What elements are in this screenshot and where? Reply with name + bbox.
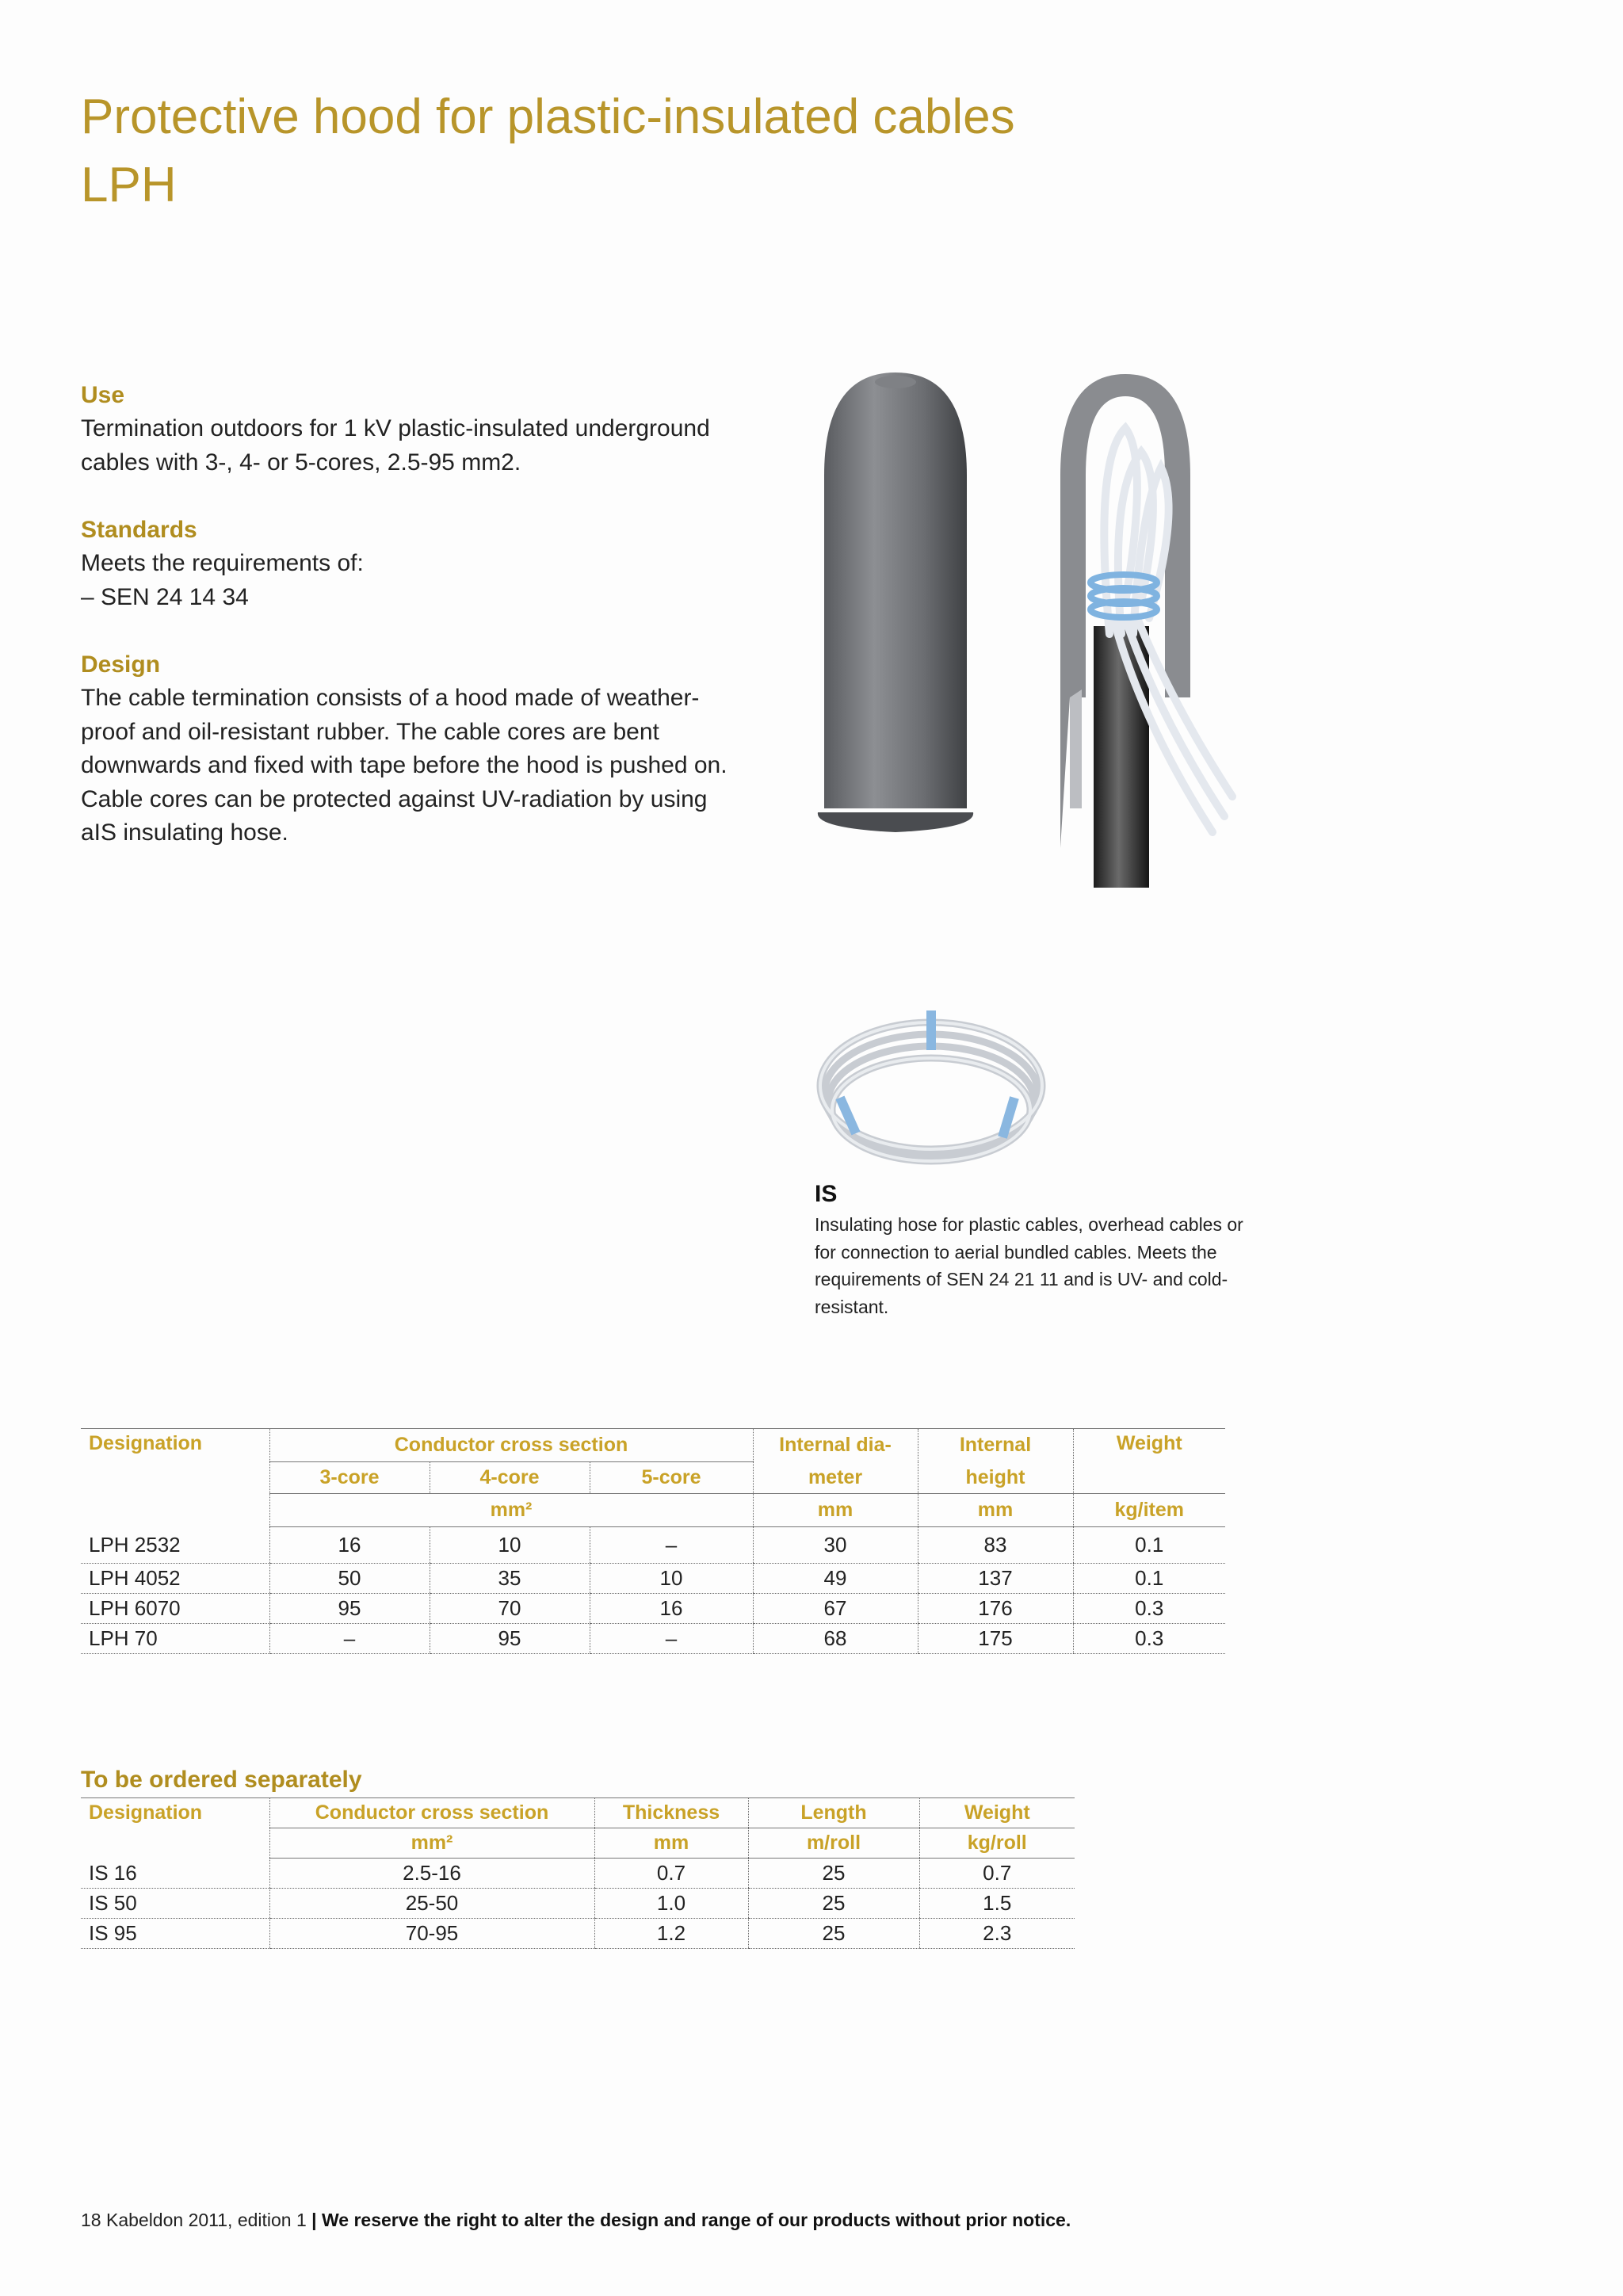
cell-3core: 16 bbox=[269, 1527, 430, 1564]
cell-designation: IS 95 bbox=[81, 1919, 269, 1949]
cell-conductor: 70-95 bbox=[269, 1919, 594, 1949]
table-row bbox=[81, 1889, 1075, 1919]
cell-3core: 95 bbox=[269, 1594, 430, 1624]
lph-h-designation: Designation bbox=[81, 1429, 269, 1527]
is-coil-illustration bbox=[812, 995, 1050, 1177]
cell-3core: – bbox=[269, 1624, 430, 1654]
cell-internal-dia: 68 bbox=[753, 1624, 918, 1654]
cell-thickness: 1.2 bbox=[594, 1919, 748, 1949]
title-line-1: Protective hood for plastic-insulated cables bbox=[81, 90, 1015, 144]
cell-thickness: 0.7 bbox=[594, 1859, 748, 1889]
order-u-mm2: mm² bbox=[269, 1828, 594, 1859]
use-heading: Use bbox=[81, 382, 125, 408]
cell-4core: 70 bbox=[430, 1594, 590, 1624]
lph-u-kg: kg/item bbox=[1073, 1494, 1225, 1527]
footer-notice: We reserve the right to alter the design and range of our products without prior notice. bbox=[322, 2210, 1071, 2230]
cell-weight: 1.5 bbox=[919, 1889, 1075, 1919]
footer-separator: | bbox=[311, 2210, 317, 2230]
standards-heading: Standards bbox=[81, 517, 197, 543]
design-heading: Design bbox=[81, 651, 161, 678]
table-row bbox=[81, 1919, 1075, 1949]
lph-h-internal-height-2: height bbox=[918, 1462, 1073, 1494]
lph-u-mm2: mm² bbox=[269, 1494, 753, 1527]
cell-internal-dia: 30 bbox=[753, 1527, 918, 1564]
cell-designation: LPH 6070 bbox=[81, 1594, 269, 1624]
use-section bbox=[81, 379, 739, 479]
table-row bbox=[81, 1859, 1075, 1889]
cell-weight: 0.1 bbox=[1073, 1564, 1225, 1594]
cell-weight: 0.3 bbox=[1073, 1624, 1225, 1654]
cell-weight: 0.7 bbox=[919, 1859, 1075, 1889]
cell-4core: 95 bbox=[430, 1624, 590, 1654]
cell-designation: LPH 70 bbox=[81, 1624, 269, 1654]
footer-page-number: 18 bbox=[81, 2210, 101, 2230]
cell-5core: 16 bbox=[590, 1594, 753, 1624]
cell-weight: 0.3 bbox=[1073, 1594, 1225, 1624]
cell-conductor: 25-50 bbox=[269, 1889, 594, 1919]
order-u-roll: m/roll bbox=[748, 1828, 919, 1859]
order-h-conductor: Conductor cross section bbox=[269, 1798, 594, 1828]
hood-illustration bbox=[808, 365, 1252, 904]
lph-h-5core: 5-core bbox=[590, 1462, 753, 1494]
cell-internal-dia: 49 bbox=[753, 1564, 918, 1594]
cell-designation: LPH 4052 bbox=[81, 1564, 269, 1594]
order-u-mm: mm bbox=[594, 1828, 748, 1859]
cell-internal-height: 83 bbox=[918, 1527, 1073, 1564]
cell-designation: LPH 2532 bbox=[81, 1527, 269, 1564]
lph-h-internal-height: Internal bbox=[918, 1429, 1073, 1462]
cell-length: 25 bbox=[748, 1889, 919, 1919]
cell-thickness: 1.0 bbox=[594, 1889, 748, 1919]
order-h-designation: Designation bbox=[81, 1798, 269, 1859]
standards-line: Meets the requirements of: bbox=[81, 550, 364, 576]
cell-weight: 2.3 bbox=[919, 1919, 1075, 1949]
lph-h-weight: Weight bbox=[1073, 1429, 1225, 1494]
order-heading: To be ordered separately bbox=[81, 1767, 362, 1793]
cell-4core: 10 bbox=[430, 1527, 590, 1564]
cell-weight: 0.1 bbox=[1073, 1527, 1225, 1564]
cell-3core: 50 bbox=[269, 1564, 430, 1594]
order-h-thickness: Thickness bbox=[594, 1798, 748, 1828]
table-row bbox=[81, 1527, 1225, 1564]
title-line-2: LPH bbox=[81, 158, 177, 212]
lph-table bbox=[81, 1428, 1225, 1654]
cell-5core: 10 bbox=[590, 1564, 753, 1594]
cell-designation: IS 50 bbox=[81, 1889, 269, 1919]
page-title bbox=[81, 83, 1015, 220]
footer bbox=[81, 2210, 1071, 2231]
lph-h-4core: 4-core bbox=[430, 1462, 590, 1494]
standards-section bbox=[81, 514, 739, 614]
footer-publication: Kabeldon 2011, edition 1 bbox=[105, 2210, 307, 2230]
cell-internal-dia: 67 bbox=[753, 1594, 918, 1624]
lph-h-3core: 3-core bbox=[269, 1462, 430, 1494]
table-row bbox=[81, 1594, 1225, 1624]
table-row bbox=[81, 1564, 1225, 1594]
is-caption-heading: IS bbox=[815, 1181, 838, 1207]
cell-designation: IS 16 bbox=[81, 1859, 269, 1889]
order-h-weight: Weight bbox=[919, 1798, 1075, 1828]
cell-length: 25 bbox=[748, 1859, 919, 1889]
design-section bbox=[81, 648, 739, 850]
order-h-length: Length bbox=[748, 1798, 919, 1828]
cell-4core: 35 bbox=[430, 1564, 590, 1594]
use-text: Termination outdoors for 1 kV plastic-insulated underground cables with 3-, 4- or 5-cores, 2.5-95 mm2. bbox=[81, 415, 710, 476]
lph-u-mm: mm bbox=[753, 1494, 918, 1527]
lph-h-conductor: Conductor cross section bbox=[269, 1429, 753, 1462]
cell-internal-height: 176 bbox=[918, 1594, 1073, 1624]
table-row bbox=[81, 1624, 1225, 1654]
lph-h-internal-dia: Internal dia- bbox=[753, 1429, 918, 1462]
cell-internal-height: 137 bbox=[918, 1564, 1073, 1594]
standards-item: – SEN 24 14 34 bbox=[81, 583, 249, 610]
cell-conductor: 2.5-16 bbox=[269, 1859, 594, 1889]
cell-5core: – bbox=[590, 1527, 753, 1564]
order-u-kg: kg/roll bbox=[919, 1828, 1075, 1859]
cell-internal-height: 175 bbox=[918, 1624, 1073, 1654]
cell-5core: – bbox=[590, 1624, 753, 1654]
design-text: The cable termination consists of a hood made of weather-proof and oil-resistant rubber. The cable cores are bent downwards and fixed with tape before the hood is pushed on. Cable cores can be protected against UV-radiation by using aIS insulating hose. bbox=[81, 685, 727, 846]
lph-h-internal-dia-2: meter bbox=[753, 1462, 918, 1494]
order-table bbox=[81, 1797, 1075, 1949]
is-caption-text: Insulating hose for plastic cables, overhead cables or for connection to aerial bundled cables. Meets the requirements of SEN 24 21 11 and is UV- and cold-resistant. bbox=[815, 1214, 1243, 1317]
cell-length: 25 bbox=[748, 1919, 919, 1949]
lph-u-mm-b: mm bbox=[918, 1494, 1073, 1527]
